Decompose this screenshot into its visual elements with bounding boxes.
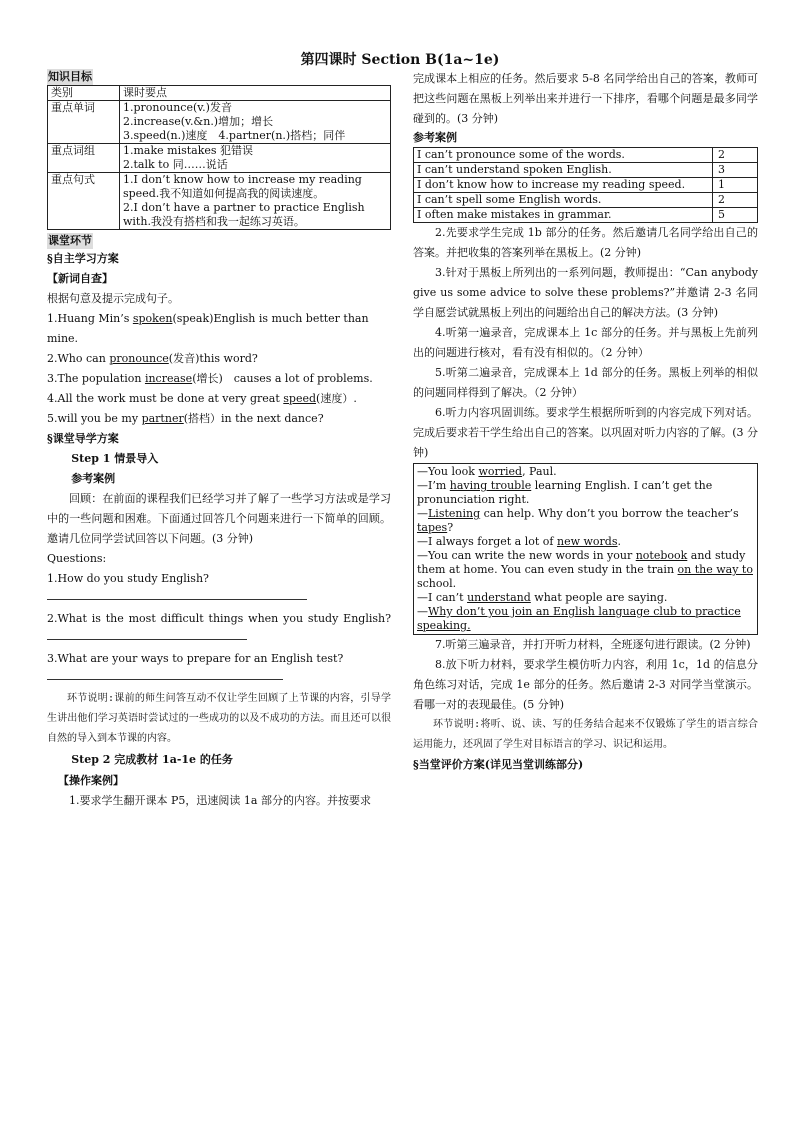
dialog-line: —I can’t understand what people are saying.: [417, 591, 668, 604]
ref-heading: 参考案例: [413, 131, 457, 144]
list-item: 3.The population increase(增长) causes a lot of problems.: [47, 372, 373, 385]
table-row: I can’t understand spoken English. 3: [414, 163, 758, 178]
left-column: [47, 69, 391, 811]
list-item: 5.will you be my partner(搭档）in the next dance?: [47, 412, 324, 425]
table-row: I don’t know how to increase my reading speed. 1: [414, 178, 758, 193]
question: 3.What are your ways to prepare for an English test?: [47, 652, 344, 665]
answer-line: [47, 669, 283, 680]
paragraph: 6.听力内容巩固训练。要求学生根据所听到的内容完成下列对话。完成后要求若干学生给出自己的答案。以巩固对听力内容的了解。(3 分钟): [413, 406, 758, 459]
page-title: 第四课时 Section B(1a~1e): [300, 52, 500, 68]
objectives-heading: 知识目标: [48, 70, 92, 83]
dialog-line: —I’m having trouble learning English. I can’t get the pronunciation right.: [417, 479, 713, 506]
step2-heading: Step 2 完成教材 1a-1e 的任务: [71, 753, 233, 766]
note-paragraph: 环节说明:课前的师生问答互动不仅让学生回顾了上节课的内容，引导学生讲出他们学习英语时尝试过的一些成功的以及不成功的方法。而且还可以很自然的导入到本节课的内容。: [47, 693, 391, 744]
table-row: I can’t spell some English words. 2: [414, 193, 758, 208]
dialog-line: —Listening can help. Why don’t you borrow the teacher’s tapes?: [417, 507, 739, 534]
table-row: I can’t pronounce some of the words. 2: [414, 148, 758, 163]
step2-paragraph-start: 1.要求学生翻开课本 P5，迅速阅读 1a 部分的内容。并按要求: [69, 794, 371, 807]
case-table: [413, 147, 758, 223]
dialog-line: —You can write the new words in your notebook and study them at home. You can even study in the train on the way to school.: [417, 549, 753, 590]
objectives-table: [47, 85, 391, 230]
table-row: I often make mistakes in grammar. 5: [414, 208, 758, 223]
list-item: 2.Who can pronounce(发音)this word?: [47, 352, 258, 365]
paragraph: 2.先要求学生完成 1b 部分的任务。然后邀请几名同学给出自己的答案。并把收集的答案列举在黑板上。(2 分钟): [413, 226, 758, 259]
table-row: 重点句式 1.I don’t know how to increase my reading speed.我不知道如何提高我的阅读速度。 2.I don’t have a partner to practice English with.我没有搭档和我一起练习英语。: [48, 173, 391, 230]
questions-label: Questions:: [47, 552, 107, 565]
right-column: [413, 69, 758, 775]
answer-line: [47, 629, 247, 640]
question: 2.What is the most difficult things when you study English?: [47, 612, 391, 625]
list-item: 4.All the work must be done at very great speed(速度）.: [47, 392, 357, 405]
dialog-line: —Why don’t you join an English language club to practice speaking.: [417, 605, 741, 632]
new-words-heading: 【新词自查】: [47, 272, 113, 285]
instruction: 根据句意及提示完成句子。: [47, 292, 179, 305]
answer-line: [47, 589, 307, 600]
table-row: 类别 课时要点: [48, 86, 391, 101]
dialog-line: —I always forget a lot of new words.: [417, 535, 621, 548]
ref-heading: 参考案例: [71, 472, 116, 485]
eval-heading: §当堂评价方案(详见当堂训练部分): [413, 758, 584, 771]
self-study-heading: §自主学习方案: [47, 252, 119, 265]
question: 1.How do you study English?: [47, 572, 209, 585]
table-row: 重点单词 1.pronounce(v.)发音 2.increase(v.&n.)增加；增长 3.speed(n.)速度 4.partner(n.)搭档；同伴: [48, 101, 391, 144]
table-row: 重点词组 1.make mistakes 犯错误 2.talk to 同……说话: [48, 144, 391, 173]
paragraph: 7.听第三遍录音，并打开听力材料，全班逐句进行跟读。(2 分钟): [435, 638, 751, 651]
paragraph: 4.听第一遍录音，完成课本上 1c 部分的任务。并与黑板上先前列出的问题进行核对，看有没有相似的。（2 分钟）: [413, 326, 758, 359]
paragraph: 8.放下听力材料，要求学生模仿听力内容，利用 1c，1d 的信息分角色练习对话，完成 1e 部分的任务。然后邀请 2-3 对同学当堂演示。看哪一对的表现最佳。(5 分钟): [413, 658, 758, 711]
paragraph: 5.听第二遍录音，完成课本上 1d 部分的任务。黑板上列举的相似的问题同样得到了解决。（2 分钟）: [413, 366, 758, 399]
dialog-box: [413, 463, 758, 635]
review-paragraph: 回顾：在前面的课程我们已经学习并了解了一些学习方法或是学习中的一些问题和困难。下面通过回答几个问题来进行一下简单的回顾。邀请几位同学尝试回答以下问题。(3 分钟): [47, 492, 391, 545]
list-item: 1.Huang Min’s spoken(speak)English is much better than mine.: [47, 312, 369, 345]
class-section-heading: 课堂环节: [48, 234, 92, 247]
note-paragraph: 环节说明:将听、说、读、写的任务结合起来不仅锻炼了学生的语言综合运用能力，还巩固了学生对目标语言的学习、识记和运用。: [413, 719, 758, 750]
paragraph: 3.针对于黑板上所列出的一系列问题，教师提出：“Can anybody give us some advice to solve these problems?”并邀请 2-3 名同学自愿尝试就黑板上列出的问题给出自己的解决方法。(3 分钟): [413, 266, 758, 319]
step1-heading: Step 1 情景导入: [71, 452, 159, 465]
guide-heading: §课堂导学方案: [47, 432, 119, 445]
dialog-line: —You look worried, Paul.: [417, 465, 557, 478]
paragraph: 完成课本上相应的任务。然后要求 5-8 名同学给出自己的答案，教师可把这些问题在黑板上列举出来并进行一下排序，看哪个问题是最多同学碰到的。(3 分钟): [413, 72, 758, 125]
op-heading: 【操作案例】: [58, 774, 124, 787]
